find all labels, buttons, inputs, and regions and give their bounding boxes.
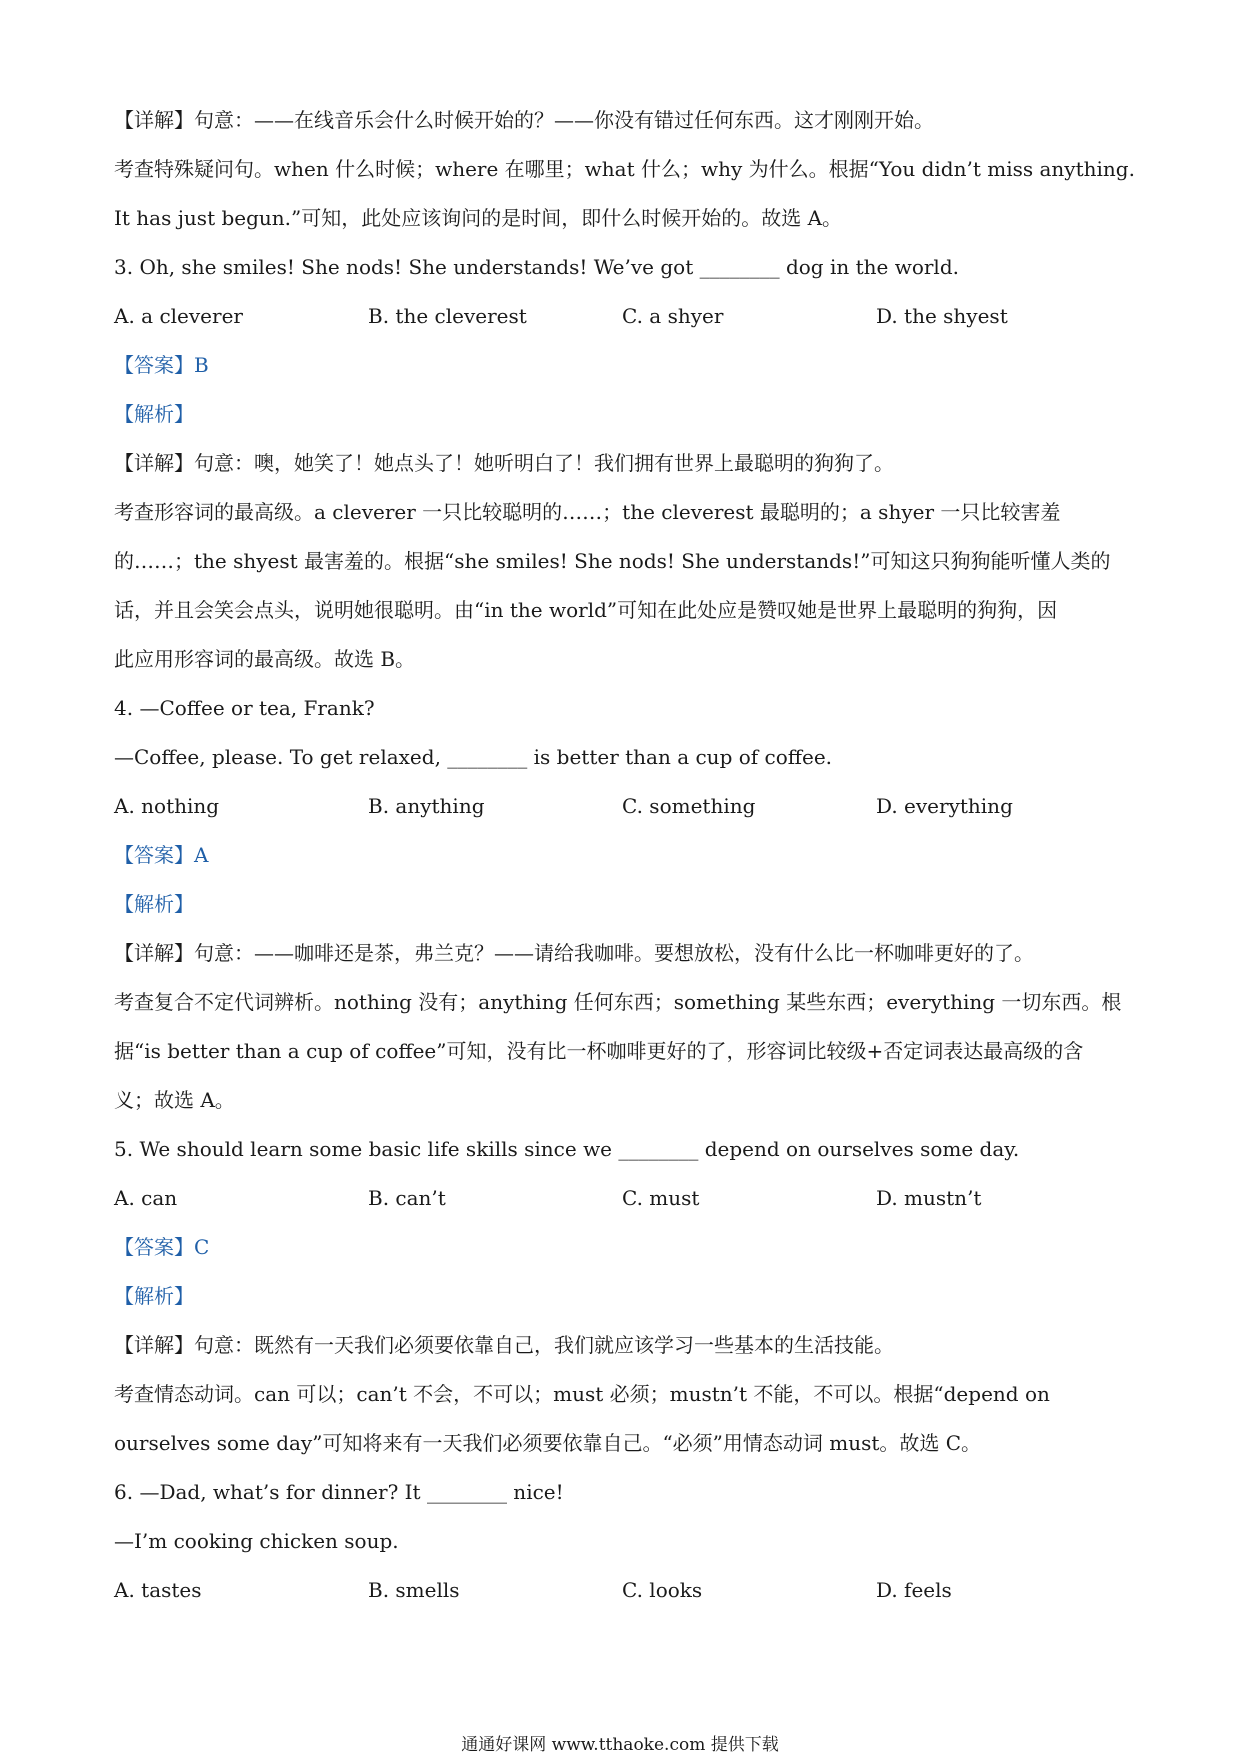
option-b: B. smells [368,1578,460,1602]
explanation-line: 义；故选 A。 [114,1088,235,1112]
option-a: A. nothing [114,794,220,818]
page-footer: 通通好课网 www.tthaoke.com 提供下载 [461,1735,779,1755]
explanation-line: 【详解】句意：噢，她笑了！她点头了！她听明白了！我们拥有世界上最聪明的狗狗了。 [114,451,894,475]
question-3-options [114,292,1134,341]
option-c: C. something [622,794,756,818]
question-4: 4. —Coffee or tea, Frank? [114,696,375,720]
answer-label: 【答案】A [114,843,209,867]
analysis-label: 【解析】 [114,402,194,426]
option-d: D. the shyest [876,304,1008,328]
analysis-label: 【解析】 [114,1284,194,1308]
answer-label: 【答案】B [114,353,209,377]
answer-label: 【答案】C [114,1235,210,1259]
question-6: 6. —Dad, what’s for dinner? It ________ nice! [114,1480,564,1504]
explanation-line: 考查复合不定代词辨析。nothing 没有；anything 任何东西；something 某些东西；everything 一切东西。根 [114,990,1122,1014]
option-c: C. must [622,1186,700,1210]
explanation-line: ourselves some day”可知将来有一天我们必须要依靠自己。“必须”用情态动词 must。故选 C。 [114,1431,982,1455]
option-a: A. tastes [114,1578,202,1602]
explanation-line: 【详解】句意：——在线音乐会什么时候开始的？——你没有错过任何东西。这才刚刚开始。 [114,108,934,132]
explanation-line: 【详解】句意：——咖啡还是茶，弗兰克？——请给我咖啡。要想放松，没有什么比一杯咖啡更好的了。 [114,941,1034,965]
option-d: D. feels [876,1578,952,1602]
explanation-line: 据“is better than a cup of coffee”可知，没有比一杯咖啡更好的了，形容词比较级+否定词表达最高级的含 [114,1039,1084,1063]
option-d: D. everything [876,794,1013,818]
document-body [114,96,1134,1615]
explanation-line: 【详解】句意：既然有一天我们必须要依靠自己，我们就应该学习一些基本的生活技能。 [114,1333,894,1357]
analysis-label: 【解析】 [114,892,194,916]
question-4-options [114,782,1134,831]
option-b: B. the cleverest [368,304,527,328]
option-a: A. a cleverer [114,304,243,328]
explanation-line: 考查形容词的最高级。a cleverer 一只比较聪明的……；the cleverest 最聪明的；a shyer 一只比较害羞 [114,500,1061,524]
option-b: B. anything [368,794,485,818]
explanation-line: 考查特殊疑问句。when 什么时候；where 在哪里；what 什么；why 为什么。根据“You didn’t miss anything. [114,157,1135,181]
option-c: C. looks [622,1578,703,1602]
option-b: B. can’t [368,1186,446,1210]
question-3: 3. Oh, she smiles! She nods! She understands! We’ve got ________ dog in the world. [114,255,959,279]
explanation-line: It has just begun.”可知，此处应该询问的是时间，即什么时候开始的。故选 A。 [114,206,843,230]
explanation-line: 话，并且会笑会点头，说明她很聪明。由“in the world”可知在此处应是赞叹她是世界上最聪明的狗狗，因 [114,598,1058,622]
option-a: A. can [114,1186,178,1210]
question-5-options [114,1174,1134,1223]
explanation-line: 的……；the shyest 最害羞的。根据“she smiles! She nods! She understands!”可知这只狗狗能听懂人类的 [114,549,1111,573]
option-c: C. a shyer [622,304,724,328]
question-4-continued: —Coffee, please. To get relaxed, ________ is better than a cup of coffee. [114,745,833,769]
question-6-continued: —I’m cooking chicken soup. [114,1529,399,1553]
question-5: 5. We should learn some basic life skills since we ________ depend on ourselves some day. [114,1137,1020,1161]
option-d: D. mustn’t [876,1186,982,1210]
question-6-options [114,1566,1134,1615]
explanation-line: 此应用形容词的最高级。故选 B。 [114,647,416,671]
explanation-line: 考查情态动词。can 可以；can’t 不会，不可以；must 必须；mustn’t 不能，不可以。根据“depend on [114,1382,1050,1406]
